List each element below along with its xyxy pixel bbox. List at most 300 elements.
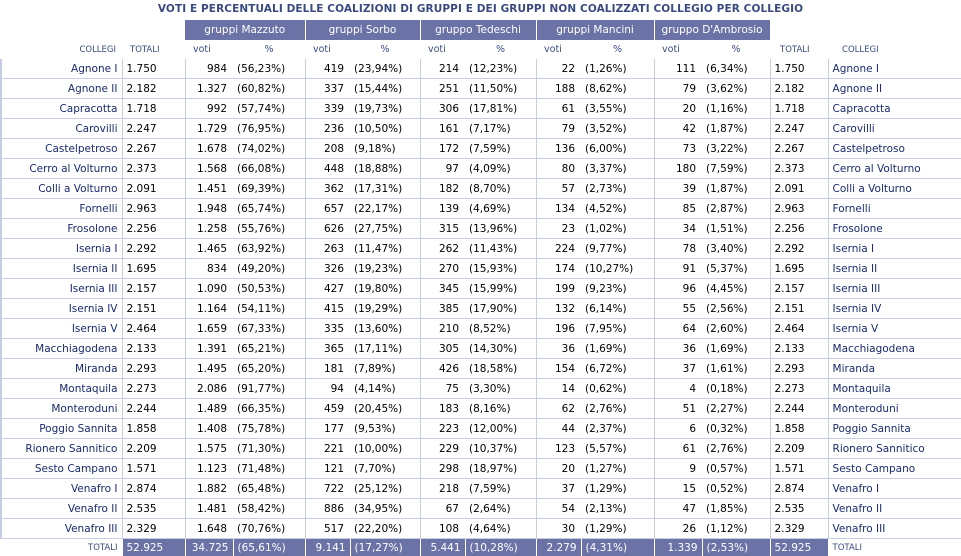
group-votes: 97 (420, 159, 465, 179)
group-votes: 298 (420, 459, 465, 479)
group-percent: (22,20%) (350, 519, 420, 539)
group-percent: (58,42%) (233, 499, 305, 519)
table-row (1, 419, 961, 439)
group-votes: 174 (536, 259, 581, 279)
group-percent: (17,11%) (350, 339, 420, 359)
group-votes: 834 (185, 259, 233, 279)
collegio-name: Agnone II (828, 79, 961, 99)
collegio-total: 2.209 (770, 439, 828, 459)
group-votes: 365 (305, 339, 350, 359)
group-header-sorbo: gruppi Sorbo (305, 20, 420, 40)
group-votes: 426 (420, 359, 465, 379)
collegio-total: 2.209 (122, 439, 185, 459)
group-votes: 2.086 (185, 379, 233, 399)
group-percent: (74,02%) (233, 139, 305, 159)
group-percent: (55,76%) (233, 219, 305, 239)
group-percent: (1,69%) (581, 339, 654, 359)
group-votes: 415 (305, 299, 350, 319)
group-percent: (1,61%) (702, 359, 770, 379)
voti-header: voti (305, 40, 350, 59)
collegio-name: Agnone II (1, 79, 122, 99)
collegio-name: Venafro II (828, 499, 961, 519)
group-votes: 78 (654, 239, 702, 259)
pct-header: % (702, 40, 770, 59)
table-row (1, 159, 961, 179)
collegio-total: 1.750 (122, 59, 185, 79)
table-row (1, 179, 961, 199)
table-row (1, 459, 961, 479)
group-percent: (1,87%) (702, 179, 770, 199)
group-header-row (1, 20, 961, 40)
group-percent: (6,14%) (581, 299, 654, 319)
collegio-name: Montaquila (828, 379, 961, 399)
group-percent: (18,88%) (350, 159, 420, 179)
group-votes: 20 (654, 99, 702, 119)
collegio-total: 2.157 (122, 279, 185, 299)
group-percent: (1,02%) (581, 219, 654, 239)
group-votes: 15 (654, 479, 702, 499)
collegio-total: 1.695 (122, 259, 185, 279)
group-percent: (11,43%) (465, 239, 536, 259)
group-percent: (3,37%) (581, 159, 654, 179)
collegio-name: Capracotta (1, 99, 122, 119)
group-percent: (49,20%) (233, 259, 305, 279)
group-votes: 223 (420, 419, 465, 439)
collegio-name: Macchiagodena (1, 339, 122, 359)
collegio-total: 2.256 (770, 219, 828, 239)
group-votes: 385 (420, 299, 465, 319)
collegio-name: Sesto Campano (828, 459, 961, 479)
table-row (1, 499, 961, 519)
group-votes: 172 (420, 139, 465, 159)
group-percent: (19,23%) (350, 259, 420, 279)
group-votes: 1.090 (185, 279, 233, 299)
group-percent: (2,37%) (581, 419, 654, 439)
collegio-total: 2.151 (770, 299, 828, 319)
group-votes: 57 (536, 179, 581, 199)
group-votes: 161 (420, 119, 465, 139)
collegio-total: 2.963 (122, 199, 185, 219)
group-percent: (4,52%) (581, 199, 654, 219)
group-percent: (9,18%) (350, 139, 420, 159)
group-votes: 1.489 (185, 399, 233, 419)
group-percent: (5,57%) (581, 439, 654, 459)
group-votes: 182 (420, 179, 465, 199)
collegio-name: Isernia III (828, 279, 961, 299)
collegio-name: Fornelli (1, 199, 122, 219)
collegio-name: Monteroduni (1, 399, 122, 419)
collegio-name: Venafro I (1, 479, 122, 499)
group-percent: (0,57%) (702, 459, 770, 479)
collegio-total: 1.571 (770, 459, 828, 479)
collegio-name: Isernia V (1, 319, 122, 339)
group-votes: 992 (185, 99, 233, 119)
group-votes: 362 (305, 179, 350, 199)
group-votes: 4 (654, 379, 702, 399)
totals-label-left: TOTALI (1, 539, 122, 556)
group-percent: (19,80%) (350, 279, 420, 299)
collegio-total: 1.858 (770, 419, 828, 439)
group-percent: (14,30%) (465, 339, 536, 359)
collegio-name: Rionero Sannitico (828, 439, 961, 459)
group-votes: 1.327 (185, 79, 233, 99)
group-votes: 229 (420, 439, 465, 459)
voti-header: voti (185, 40, 233, 59)
group-percent: (65,48%) (233, 479, 305, 499)
group-percent: (17,90%) (465, 299, 536, 319)
group-percent: (19,73%) (350, 99, 420, 119)
group-votes: 183 (420, 399, 465, 419)
group-percent: (8,52%) (465, 319, 536, 339)
group-percent: (23,94%) (350, 59, 420, 79)
group-votes: 154 (536, 359, 581, 379)
group-percent: (6,34%) (702, 59, 770, 79)
group-percent: (2,27%) (702, 399, 770, 419)
group-votes: 73 (654, 139, 702, 159)
group-votes: 1.729 (185, 119, 233, 139)
group-votes: 199 (536, 279, 581, 299)
collegio-total: 2.535 (770, 499, 828, 519)
group-percent: (7,59%) (702, 159, 770, 179)
group-percent: (6,72%) (581, 359, 654, 379)
group-votes: 1.408 (185, 419, 233, 439)
totali-header-right: TOTALI (770, 40, 828, 59)
group-percent: (8,62%) (581, 79, 654, 99)
group-votes: 419 (305, 59, 350, 79)
collegio-name: Poggio Sannita (828, 419, 961, 439)
group-percent: (12,00%) (465, 419, 536, 439)
group-votes: 26 (654, 519, 702, 539)
group-votes: 1.258 (185, 219, 233, 239)
collegio-name: Venafro III (1, 519, 122, 539)
table-row (1, 319, 961, 339)
total-group-percent: (17,27%) (350, 539, 420, 556)
group-votes: 236 (305, 119, 350, 139)
table-row (1, 479, 961, 499)
group-votes: 14 (536, 379, 581, 399)
collegio-total: 1.718 (122, 99, 185, 119)
group-percent: (7,89%) (350, 359, 420, 379)
group-percent: (3,40%) (702, 239, 770, 259)
group-percent: (54,11%) (233, 299, 305, 319)
group-votes: 20 (536, 459, 581, 479)
group-header-dambrosio: gruppo D'Ambrosio (654, 20, 770, 40)
total-group-votes: 9.141 (305, 539, 350, 556)
group-votes: 121 (305, 459, 350, 479)
grand-total: 52.925 (770, 539, 828, 556)
group-percent: (1,16%) (702, 99, 770, 119)
collegio-name: Montaquila (1, 379, 122, 399)
group-percent: (4,09%) (465, 159, 536, 179)
total-group-votes: 5.441 (420, 539, 465, 556)
group-votes: 44 (536, 419, 581, 439)
collegio-name: Colli a Volturno (1, 179, 122, 199)
group-votes: 251 (420, 79, 465, 99)
group-votes: 9 (654, 459, 702, 479)
collegio-total: 2.133 (770, 339, 828, 359)
group-votes: 1.164 (185, 299, 233, 319)
collegio-total: 2.373 (122, 159, 185, 179)
group-percent: (3,62%) (702, 79, 770, 99)
table-row (1, 299, 961, 319)
collegio-total: 1.695 (770, 259, 828, 279)
collegio-total: 2.874 (122, 479, 185, 499)
total-group-votes: 2.279 (536, 539, 581, 556)
collegio-name: Isernia I (1, 239, 122, 259)
collegio-total: 2.273 (122, 379, 185, 399)
group-percent: (7,59%) (465, 479, 536, 499)
group-percent: (57,74%) (233, 99, 305, 119)
collegio-name: Macchiagodena (828, 339, 961, 359)
group-votes: 62 (536, 399, 581, 419)
group-votes: 196 (536, 319, 581, 339)
group-percent: (69,39%) (233, 179, 305, 199)
group-votes: 61 (654, 439, 702, 459)
table-row (1, 439, 961, 459)
group-votes: 1.495 (185, 359, 233, 379)
group-percent: (76,95%) (233, 119, 305, 139)
group-votes: 210 (420, 319, 465, 339)
collegio-name: Carovilli (1, 119, 122, 139)
group-percent: (11,50%) (465, 79, 536, 99)
group-votes: 626 (305, 219, 350, 239)
table-row (1, 219, 961, 239)
group-votes: 1.465 (185, 239, 233, 259)
group-percent: (9,23%) (581, 279, 654, 299)
total-group-votes: 1.339 (654, 539, 702, 556)
collegio-name: Isernia I (828, 239, 961, 259)
collegi-header-right: COLLEGI (828, 40, 961, 59)
collegio-total: 2.256 (122, 219, 185, 239)
table-row (1, 379, 961, 399)
group-votes: 34 (654, 219, 702, 239)
collegio-name: Agnone I (828, 59, 961, 79)
collegio-total: 2.874 (770, 479, 828, 499)
group-percent: (2,76%) (702, 439, 770, 459)
group-percent: (3,22%) (702, 139, 770, 159)
group-votes: 108 (420, 519, 465, 539)
group-percent: (0,32%) (702, 419, 770, 439)
table-row (1, 399, 961, 419)
group-votes: 1.568 (185, 159, 233, 179)
group-header-tedeschi: gruppo Tedeschi (420, 20, 536, 40)
group-votes: 188 (536, 79, 581, 99)
collegio-total: 2.373 (770, 159, 828, 179)
group-votes: 1.659 (185, 319, 233, 339)
group-votes: 263 (305, 239, 350, 259)
group-votes: 91 (654, 259, 702, 279)
group-percent: (10,37%) (465, 439, 536, 459)
group-percent: (15,44%) (350, 79, 420, 99)
group-votes: 67 (420, 499, 465, 519)
group-percent: (6,00%) (581, 139, 654, 159)
table-row (1, 119, 961, 139)
group-percent: (56,23%) (233, 59, 305, 79)
group-votes: 262 (420, 239, 465, 259)
group-percent: (7,17%) (465, 119, 536, 139)
total-group-percent: (65,61%) (233, 539, 305, 556)
group-percent: (15,99%) (465, 279, 536, 299)
group-votes: 42 (654, 119, 702, 139)
group-percent: (71,30%) (233, 439, 305, 459)
group-percent: (11,47%) (350, 239, 420, 259)
group-votes: 6 (654, 419, 702, 439)
collegio-total: 2.244 (122, 399, 185, 419)
voti-header: voti (654, 40, 702, 59)
collegio-total: 2.247 (770, 119, 828, 139)
group-votes: 180 (654, 159, 702, 179)
pct-header: % (465, 40, 536, 59)
collegio-name: Cerro al Volturno (1, 159, 122, 179)
collegio-total: 2.329 (122, 519, 185, 539)
group-votes: 1.123 (185, 459, 233, 479)
collegi-header-left: COLLEGI (1, 40, 122, 59)
collegio-name: Castelpetroso (828, 139, 961, 159)
collegio-total: 2.151 (122, 299, 185, 319)
group-votes: 208 (305, 139, 350, 159)
group-votes: 224 (536, 239, 581, 259)
collegio-name: Isernia II (828, 259, 961, 279)
collegio-name: Frosolone (828, 219, 961, 239)
group-percent: (63,92%) (233, 239, 305, 259)
page-title: VOTI E PERCENTUALI DELLE COALIZIONI DI GRUPPI E DEI GRUPPI NON COALIZZATI COLLEGIO PER COLLEGIO (0, 0, 961, 20)
collegio-name: Colli a Volturno (828, 179, 961, 199)
collegio-total: 2.091 (770, 179, 828, 199)
group-percent: (18,58%) (465, 359, 536, 379)
group-percent: (67,33%) (233, 319, 305, 339)
group-votes: 111 (654, 59, 702, 79)
table-row (1, 259, 961, 279)
group-percent: (91,77%) (233, 379, 305, 399)
group-percent: (70,76%) (233, 519, 305, 539)
group-percent: (65,74%) (233, 199, 305, 219)
group-votes: 177 (305, 419, 350, 439)
group-percent: (0,52%) (702, 479, 770, 499)
group-percent: (65,21%) (233, 339, 305, 359)
table-row (1, 79, 961, 99)
group-votes: 55 (654, 299, 702, 319)
group-percent: (75,78%) (233, 419, 305, 439)
group-percent: (0,62%) (581, 379, 654, 399)
collegio-total: 2.157 (770, 279, 828, 299)
group-percent: (13,96%) (465, 219, 536, 239)
group-votes: 1.648 (185, 519, 233, 539)
group-percent: (20,45%) (350, 399, 420, 419)
group-votes: 54 (536, 499, 581, 519)
group-percent: (3,30%) (465, 379, 536, 399)
group-votes: 984 (185, 59, 233, 79)
table-row (1, 239, 961, 259)
column-header-row (1, 40, 961, 59)
group-votes: 722 (305, 479, 350, 499)
group-percent: (4,69%) (465, 199, 536, 219)
total-group-votes: 34.725 (185, 539, 233, 556)
table-row (1, 59, 961, 79)
collegio-name: Agnone I (1, 59, 122, 79)
group-votes: 326 (305, 259, 350, 279)
group-percent: (5,37%) (702, 259, 770, 279)
group-percent: (19,29%) (350, 299, 420, 319)
group-percent: (1,29%) (581, 479, 654, 499)
group-votes: 47 (654, 499, 702, 519)
group-votes: 134 (536, 199, 581, 219)
collegio-total: 1.718 (770, 99, 828, 119)
group-votes: 123 (536, 439, 581, 459)
group-percent: (13,60%) (350, 319, 420, 339)
group-votes: 886 (305, 499, 350, 519)
group-percent: (65,20%) (233, 359, 305, 379)
collegio-name: Isernia IV (828, 299, 961, 319)
group-percent: (4,45%) (702, 279, 770, 299)
group-percent: (2,64%) (465, 499, 536, 519)
collegio-total: 2.292 (770, 239, 828, 259)
collegio-total: 2.292 (122, 239, 185, 259)
collegio-name: Venafro II (1, 499, 122, 519)
group-votes: 1.882 (185, 479, 233, 499)
collegio-total: 2.535 (122, 499, 185, 519)
group-votes: 64 (654, 319, 702, 339)
group-votes: 459 (305, 399, 350, 419)
collegio-total: 1.858 (122, 419, 185, 439)
group-votes: 96 (654, 279, 702, 299)
collegio-total: 2.091 (122, 179, 185, 199)
group-percent: (71,48%) (233, 459, 305, 479)
group-percent: (1,85%) (702, 499, 770, 519)
collegio-name: Venafro III (828, 519, 961, 539)
collegio-total: 2.963 (770, 199, 828, 219)
collegio-total: 2.244 (770, 399, 828, 419)
group-percent: (2,76%) (581, 399, 654, 419)
group-percent: (66,35%) (233, 399, 305, 419)
table-row (1, 359, 961, 379)
total-group-percent: (2,53%) (702, 539, 770, 556)
collegio-total: 2.464 (122, 319, 185, 339)
group-votes: 36 (536, 339, 581, 359)
group-percent: (25,12%) (350, 479, 420, 499)
collegio-name: Miranda (1, 359, 122, 379)
group-votes: 136 (536, 139, 581, 159)
group-percent: (66,08%) (233, 159, 305, 179)
group-percent: (50,53%) (233, 279, 305, 299)
collegio-name: Cerro al Volturno (828, 159, 961, 179)
group-votes: 139 (420, 199, 465, 219)
group-percent: (9,77%) (581, 239, 654, 259)
table-row (1, 339, 961, 359)
group-votes: 448 (305, 159, 350, 179)
group-percent: (7,70%) (350, 459, 420, 479)
collegio-total: 2.247 (122, 119, 185, 139)
group-percent: (17,81%) (465, 99, 536, 119)
group-votes: 30 (536, 519, 581, 539)
collegio-name: Rionero Sannitico (1, 439, 122, 459)
group-votes: 79 (654, 79, 702, 99)
group-votes: 517 (305, 519, 350, 539)
group-percent: (10,27%) (581, 259, 654, 279)
collegio-name: Isernia V (828, 319, 961, 339)
collegio-total: 2.273 (770, 379, 828, 399)
group-percent: (12,23%) (465, 59, 536, 79)
collegio-name: Sesto Campano (1, 459, 122, 479)
group-votes: 23 (536, 219, 581, 239)
group-votes: 94 (305, 379, 350, 399)
group-percent: (4,64%) (465, 519, 536, 539)
group-percent: (7,95%) (581, 319, 654, 339)
collegio-total: 2.133 (122, 339, 185, 359)
results-table (0, 20, 961, 556)
group-votes: 305 (420, 339, 465, 359)
group-percent: (1,29%) (581, 519, 654, 539)
collegio-name: Carovilli (828, 119, 961, 139)
